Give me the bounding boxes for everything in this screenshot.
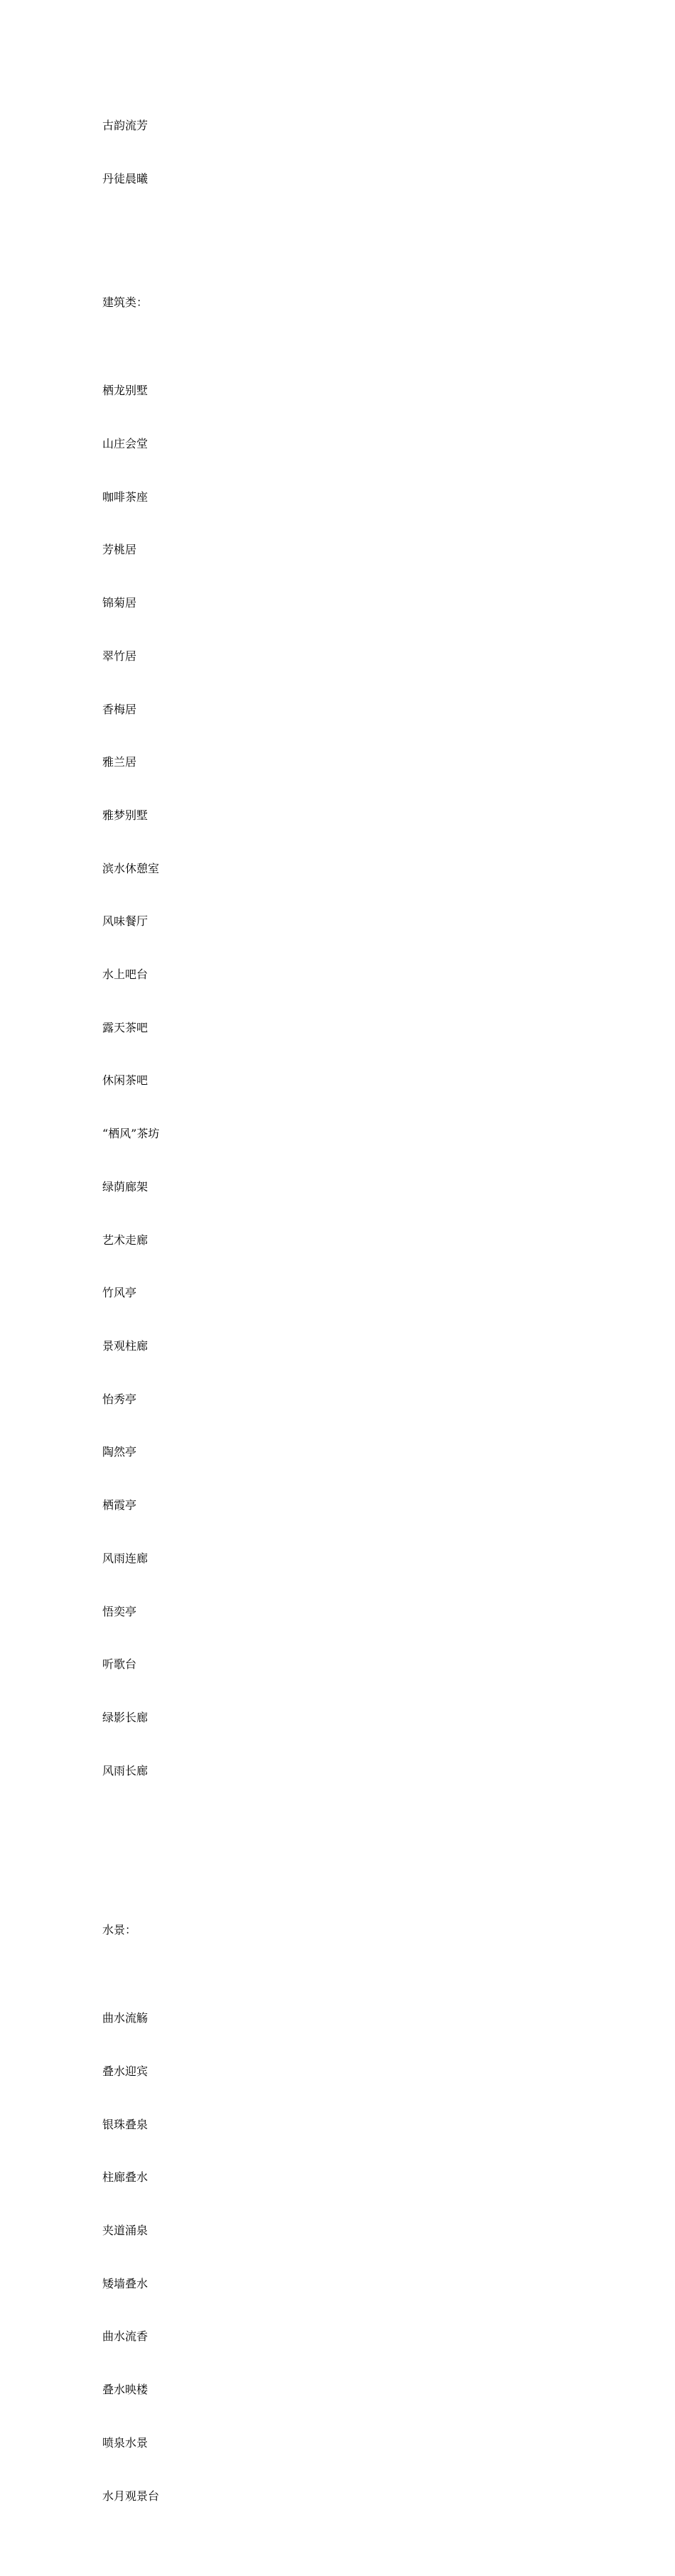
list-item: 咖啡茶座 <box>102 489 148 504</box>
list-item: 雅梦别墅 <box>102 808 148 822</box>
list-item: 雅兰居 <box>102 755 137 769</box>
list-item: 悟奕亭 <box>102 1604 137 1618</box>
list-item: 风雨连廊 <box>102 1551 148 1565</box>
list-item: 水上吧台 <box>102 968 148 982</box>
section-heading-waterscape: 水景： <box>102 1922 137 1937</box>
text-body <box>102 82 159 2576</box>
list-item: 柱廊叠水 <box>102 2170 148 2185</box>
list-item: 绿荫廊架 <box>102 1179 148 1194</box>
list-item: 艺术走廊 <box>102 1233 148 1247</box>
list-item: 山庄会堂 <box>102 437 148 451</box>
section-heading-architecture: 建筑类： <box>102 295 148 309</box>
list-item: 喷泉水景 <box>102 2435 148 2450</box>
architecture-list <box>102 347 159 1816</box>
list-item: 翠竹居 <box>102 649 137 663</box>
intro-line: 古韵流芳 <box>102 118 148 132</box>
list-item: 竹风亭 <box>102 1286 137 1300</box>
list-item: 叠水映楼 <box>102 2383 148 2397</box>
list-item: 栖龙别墅 <box>102 384 148 398</box>
list-item: 叠水迎宾 <box>102 2064 148 2078</box>
list-item: 风味餐厅 <box>102 914 148 929</box>
list-item: “栖风”茶坊 <box>102 1127 160 1141</box>
blank-line <box>102 223 159 241</box>
list-item: 曲水流觞 <box>102 2011 148 2025</box>
list-item: 休闲茶吧 <box>102 1073 148 1088</box>
list-item: 水月观景台 <box>102 2489 160 2503</box>
list-item: 银珠叠泉 <box>102 2117 148 2131</box>
list-item: 锦菊居 <box>102 596 137 610</box>
list-item: 陶然亭 <box>102 1445 137 1459</box>
list-item: 夹道涌泉 <box>102 2224 148 2238</box>
list-item: 芳桃居 <box>102 543 137 557</box>
list-item: 曲水流香 <box>102 2329 148 2344</box>
list-item: 风雨长廊 <box>102 1763 148 1777</box>
intro-line: 丹徒晨曦 <box>102 171 148 185</box>
blank-line <box>102 1851 159 1868</box>
list-item: 矮墙叠水 <box>102 2276 148 2290</box>
list-item: 景观柱廊 <box>102 1339 148 1353</box>
waterscape-list <box>102 1974 159 2540</box>
list-item: 栖霞亭 <box>102 1498 137 1512</box>
list-item: 滨水休憩室 <box>102 861 160 875</box>
list-item: 绿影长廊 <box>102 1710 148 1724</box>
list-item: 露天茶吧 <box>102 1020 148 1034</box>
list-item: 怡秀亭 <box>102 1392 137 1406</box>
list-item: 香梅居 <box>102 702 137 716</box>
list-item: 听歌台 <box>102 1657 137 1672</box>
